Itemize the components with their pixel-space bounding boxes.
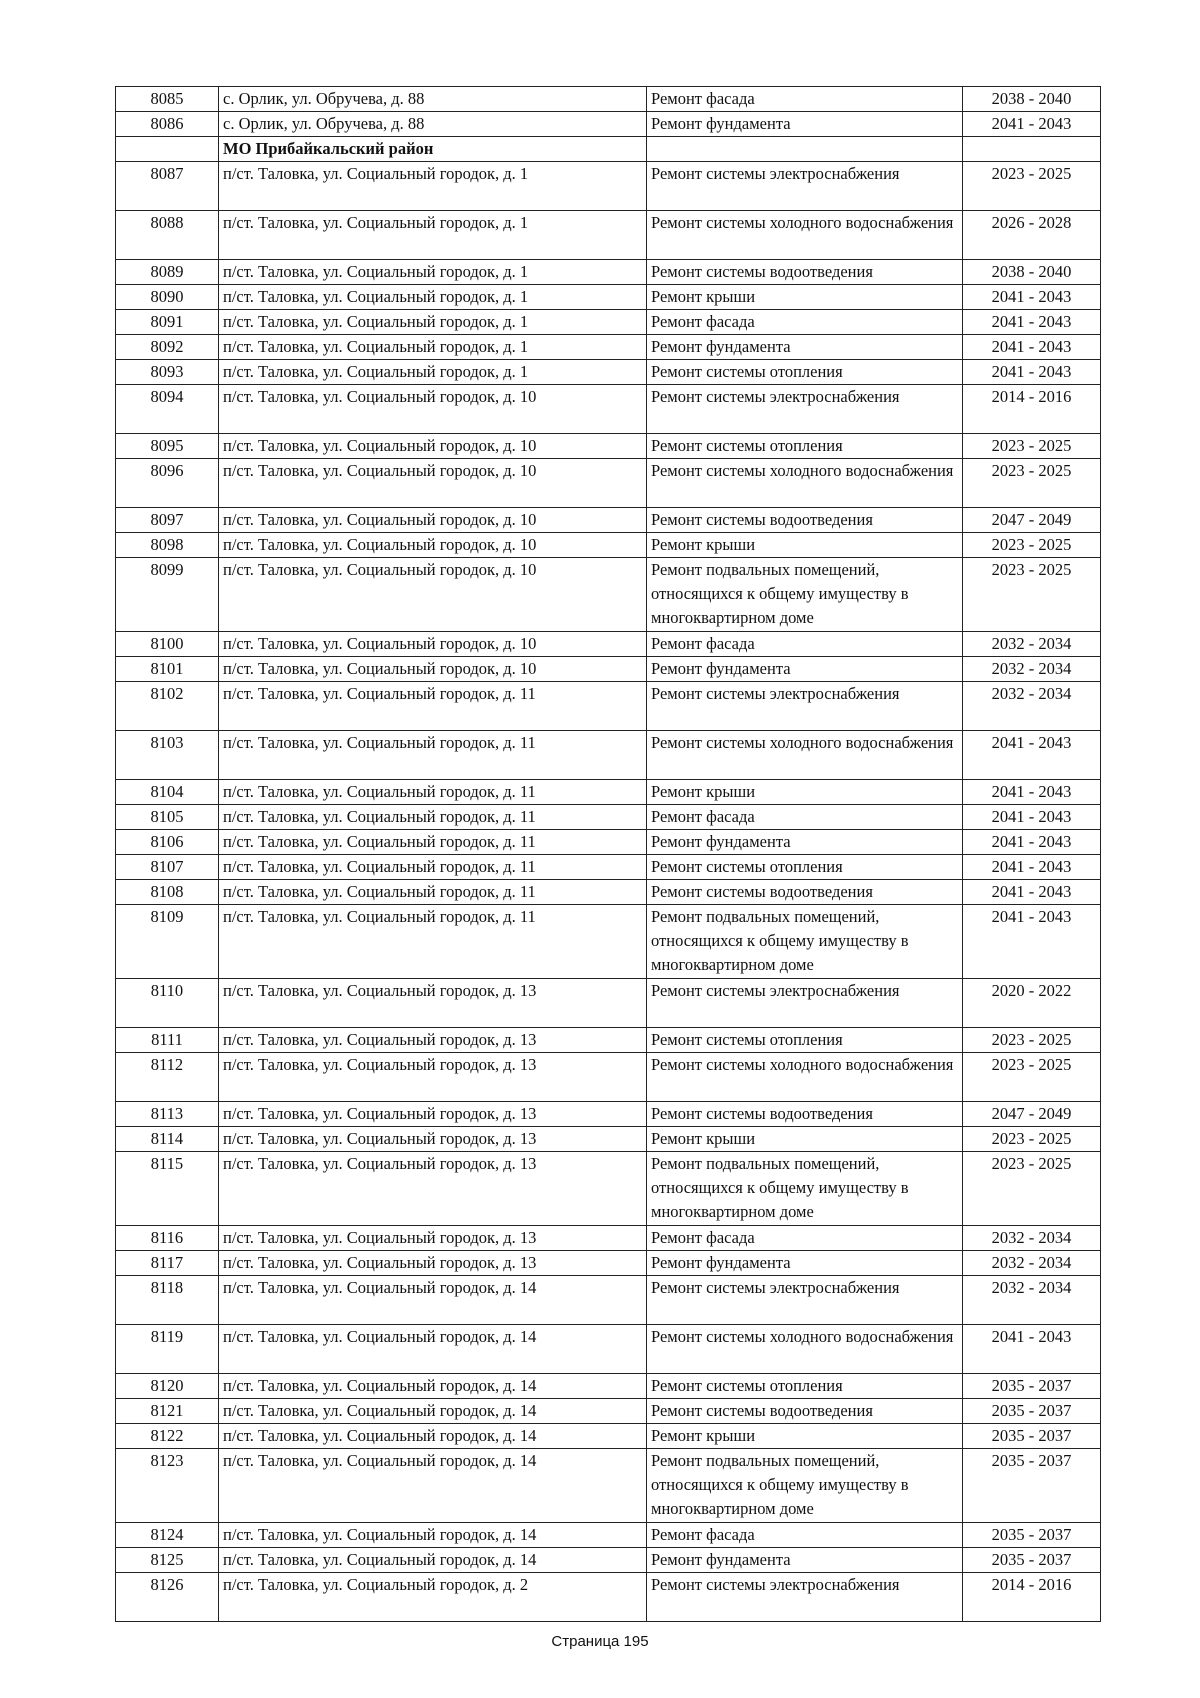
address-cell: п/ст. Таловка, ул. Социальный городок, д. 10 (219, 632, 647, 657)
period-cell: 2041 - 2043 (963, 731, 1101, 780)
period-cell: 2041 - 2043 (963, 285, 1101, 310)
period-cell: 2035 - 2037 (963, 1374, 1101, 1399)
work-type-cell: Ремонт системы электроснабжения (647, 162, 963, 211)
address-cell: с. Орлик, ул. Обручева, д. 88 (219, 87, 647, 112)
row-number-cell: 8085 (116, 87, 219, 112)
address-cell: п/ст. Таловка, ул. Социальный городок, д. 11 (219, 830, 647, 855)
row-number-cell: 8118 (116, 1276, 219, 1325)
address-cell: п/ст. Таловка, ул. Социальный городок, д. 14 (219, 1325, 647, 1374)
table-row (116, 1102, 1101, 1127)
period-cell: 2041 - 2043 (963, 112, 1101, 137)
address-cell: п/ст. Таловка, ул. Социальный городок, д. 2 (219, 1573, 647, 1622)
table-row (116, 1028, 1101, 1053)
work-type-cell: Ремонт системы отопления (647, 1028, 963, 1053)
row-number-cell: 8097 (116, 508, 219, 533)
table-row (116, 360, 1101, 385)
row-number-cell: 8107 (116, 855, 219, 880)
period-cell: 2032 - 2034 (963, 657, 1101, 682)
row-number-cell: 8116 (116, 1226, 219, 1251)
work-type-cell: Ремонт фундамента (647, 1251, 963, 1276)
period-cell: 2023 - 2025 (963, 459, 1101, 508)
work-type-cell: Ремонт подвальных помещений, относящихся к общему имуществу в многоквартирном доме (647, 558, 963, 632)
table-row (116, 1548, 1101, 1573)
address-cell: п/ст. Таловка, ул. Социальный городок, д. 13 (219, 1226, 647, 1251)
work-type-cell: Ремонт фасада (647, 805, 963, 830)
row-number-cell: 8087 (116, 162, 219, 211)
address-cell: п/ст. Таловка, ул. Социальный городок, д. 13 (219, 1152, 647, 1226)
work-type-cell: Ремонт фасада (647, 632, 963, 657)
address-cell: п/ст. Таловка, ул. Социальный городок, д. 13 (219, 1102, 647, 1127)
work-type-cell: Ремонт фундамента (647, 657, 963, 682)
address-cell: п/ст. Таловка, ул. Социальный городок, д. 11 (219, 731, 647, 780)
row-number-cell: 8102 (116, 682, 219, 731)
period-cell: 2041 - 2043 (963, 805, 1101, 830)
row-number-cell: 8105 (116, 805, 219, 830)
table-row (116, 87, 1101, 112)
address-cell: п/ст. Таловка, ул. Социальный городок, д. 11 (219, 880, 647, 905)
period-cell: 2023 - 2025 (963, 558, 1101, 632)
address-cell: п/ст. Таловка, ул. Социальный городок, д. 13 (219, 979, 647, 1028)
work-type-cell: Ремонт фасада (647, 1523, 963, 1548)
period-cell: 2035 - 2037 (963, 1449, 1101, 1523)
period-cell: 2014 - 2016 (963, 1573, 1101, 1622)
row-number-cell: 8091 (116, 310, 219, 335)
period-cell: 2041 - 2043 (963, 1325, 1101, 1374)
work-type-cell: Ремонт крыши (647, 1127, 963, 1152)
period-cell: 2023 - 2025 (963, 533, 1101, 558)
work-type-cell: Ремонт подвальных помещений, относящихся к общему имуществу в многоквартирном доме (647, 905, 963, 979)
row-number-cell: 8120 (116, 1374, 219, 1399)
period-cell: 2032 - 2034 (963, 682, 1101, 731)
work-type-cell: Ремонт системы водоотведения (647, 880, 963, 905)
table-row (116, 558, 1101, 632)
table-row (116, 1127, 1101, 1152)
row-number-cell: 8114 (116, 1127, 219, 1152)
work-type-cell: Ремонт системы водоотведения (647, 1102, 963, 1127)
period-cell: 2020 - 2022 (963, 979, 1101, 1028)
address-cell: п/ст. Таловка, ул. Социальный городок, д. 11 (219, 855, 647, 880)
period-cell: 2035 - 2037 (963, 1548, 1101, 1573)
address-cell: п/ст. Таловка, ул. Социальный городок, д. 11 (219, 905, 647, 979)
work-type-cell: Ремонт системы электроснабжения (647, 385, 963, 434)
table-row (116, 1374, 1101, 1399)
address-cell: п/ст. Таловка, ул. Социальный городок, д. 13 (219, 1028, 647, 1053)
section-header-row (116, 137, 1101, 162)
address-cell: п/ст. Таловка, ул. Социальный городок, д. 13 (219, 1127, 647, 1152)
work-type-cell: Ремонт фундамента (647, 830, 963, 855)
work-type-cell: Ремонт крыши (647, 780, 963, 805)
work-type-cell: Ремонт системы холодного водоснабжения (647, 1053, 963, 1102)
table-row (116, 1523, 1101, 1548)
row-number-cell: 8088 (116, 211, 219, 260)
row-number-cell: 8100 (116, 632, 219, 657)
table-row (116, 1399, 1101, 1424)
table-row (116, 1276, 1101, 1325)
work-type-cell: Ремонт системы отопления (647, 855, 963, 880)
table-row (116, 1449, 1101, 1523)
row-number-cell: 8109 (116, 905, 219, 979)
table-row (116, 211, 1101, 260)
address-cell: п/ст. Таловка, ул. Социальный городок, д. 1 (219, 360, 647, 385)
work-type-cell: Ремонт системы холодного водоснабжения (647, 211, 963, 260)
work-type-cell: Ремонт системы водоотведения (647, 1399, 963, 1424)
address-cell: п/ст. Таловка, ул. Социальный городок, д. 10 (219, 434, 647, 459)
work-type-cell: Ремонт системы холодного водоснабжения (647, 459, 963, 508)
work-type-cell: Ремонт крыши (647, 1424, 963, 1449)
row-number-cell: 8125 (116, 1548, 219, 1573)
period-cell: 2041 - 2043 (963, 360, 1101, 385)
period-cell: 2047 - 2049 (963, 1102, 1101, 1127)
table-row (116, 459, 1101, 508)
table-row (116, 1251, 1101, 1276)
period-cell: 2035 - 2037 (963, 1399, 1101, 1424)
row-number-cell: 8119 (116, 1325, 219, 1374)
period-cell: 2023 - 2025 (963, 1152, 1101, 1226)
period-cell: 2041 - 2043 (963, 855, 1101, 880)
work-type-cell: Ремонт системы водоотведения (647, 508, 963, 533)
period-cell: 2038 - 2040 (963, 260, 1101, 285)
address-cell: п/ст. Таловка, ул. Социальный городок, д. 1 (219, 260, 647, 285)
work-type-cell: Ремонт фасада (647, 310, 963, 335)
period-cell: 2035 - 2037 (963, 1424, 1101, 1449)
address-cell: п/ст. Таловка, ул. Социальный городок, д. 11 (219, 805, 647, 830)
table-row (116, 508, 1101, 533)
period-cell: 2032 - 2034 (963, 1276, 1101, 1325)
address-cell: п/ст. Таловка, ул. Социальный городок, д. 1 (219, 310, 647, 335)
work-type-cell: Ремонт системы электроснабжения (647, 979, 963, 1028)
address-cell: п/ст. Таловка, ул. Социальный городок, д. 14 (219, 1374, 647, 1399)
table-row (116, 1053, 1101, 1102)
work-type-cell: Ремонт системы холодного водоснабжения (647, 1325, 963, 1374)
work-type-cell: Ремонт системы электроснабжения (647, 682, 963, 731)
table-row (116, 1424, 1101, 1449)
row-number-cell: 8110 (116, 979, 219, 1028)
work-type-cell: Ремонт крыши (647, 533, 963, 558)
work-type-cell (647, 137, 963, 162)
row-number-cell: 8124 (116, 1523, 219, 1548)
table-row (116, 1226, 1101, 1251)
address-cell: п/ст. Таловка, ул. Социальный городок, д. 13 (219, 1251, 647, 1276)
address-cell: с. Орлик, ул. Обручева, д. 88 (219, 112, 647, 137)
table-row (116, 632, 1101, 657)
row-number-cell: 8089 (116, 260, 219, 285)
address-cell: п/ст. Таловка, ул. Социальный городок, д. 10 (219, 657, 647, 682)
table-row (116, 162, 1101, 211)
table-row (116, 385, 1101, 434)
table-row (116, 335, 1101, 360)
work-type-cell: Ремонт подвальных помещений, относящихся к общему имуществу в многоквартирном доме (647, 1152, 963, 1226)
address-cell: п/ст. Таловка, ул. Социальный городок, д. 10 (219, 558, 647, 632)
period-cell: 2032 - 2034 (963, 632, 1101, 657)
row-number-cell (116, 137, 219, 162)
row-number-cell: 8103 (116, 731, 219, 780)
row-number-cell: 8108 (116, 880, 219, 905)
period-cell: 2023 - 2025 (963, 1028, 1101, 1053)
period-cell: 2041 - 2043 (963, 780, 1101, 805)
table-row (116, 905, 1101, 979)
address-cell: МО Прибайкальский район (219, 137, 647, 162)
period-cell (963, 137, 1101, 162)
work-type-cell: Ремонт фундамента (647, 1548, 963, 1573)
address-cell: п/ст. Таловка, ул. Социальный городок, д. 1 (219, 285, 647, 310)
address-cell: п/ст. Таловка, ул. Социальный городок, д. 10 (219, 385, 647, 434)
address-cell: п/ст. Таловка, ул. Социальный городок, д. 1 (219, 162, 647, 211)
address-cell: п/ст. Таловка, ул. Социальный городок, д. 11 (219, 780, 647, 805)
table-row (116, 979, 1101, 1028)
table-row (116, 434, 1101, 459)
period-cell: 2023 - 2025 (963, 162, 1101, 211)
address-cell: п/ст. Таловка, ул. Социальный городок, д. 14 (219, 1548, 647, 1573)
row-number-cell: 8126 (116, 1573, 219, 1622)
row-number-cell: 8092 (116, 335, 219, 360)
work-type-cell: Ремонт фундамента (647, 335, 963, 360)
row-number-cell: 8095 (116, 434, 219, 459)
row-number-cell: 8099 (116, 558, 219, 632)
address-cell: п/ст. Таловка, ул. Социальный городок, д. 14 (219, 1276, 647, 1325)
table-row (116, 1152, 1101, 1226)
table-row (116, 731, 1101, 780)
period-cell: 2038 - 2040 (963, 87, 1101, 112)
address-cell: п/ст. Таловка, ул. Социальный городок, д. 10 (219, 533, 647, 558)
table-row (116, 830, 1101, 855)
address-cell: п/ст. Таловка, ул. Социальный городок, д. 1 (219, 335, 647, 360)
period-cell: 2047 - 2049 (963, 508, 1101, 533)
page-number: Страница 195 (551, 1633, 649, 1650)
row-number-cell: 8093 (116, 360, 219, 385)
table-row (116, 780, 1101, 805)
table-row (116, 1325, 1101, 1374)
period-cell: 2014 - 2016 (963, 385, 1101, 434)
work-type-cell: Ремонт системы отопления (647, 1374, 963, 1399)
repair-schedule-table (115, 86, 1101, 1622)
work-type-cell: Ремонт фасада (647, 1226, 963, 1251)
work-type-cell: Ремонт системы электроснабжения (647, 1573, 963, 1622)
table-row (116, 310, 1101, 335)
table-body (116, 87, 1101, 1622)
work-type-cell: Ремонт фасада (647, 87, 963, 112)
row-number-cell: 8121 (116, 1399, 219, 1424)
row-number-cell: 8113 (116, 1102, 219, 1127)
period-cell: 2032 - 2034 (963, 1226, 1101, 1251)
row-number-cell: 8112 (116, 1053, 219, 1102)
row-number-cell: 8115 (116, 1152, 219, 1226)
period-cell: 2041 - 2043 (963, 830, 1101, 855)
work-type-cell: Ремонт системы отопления (647, 434, 963, 459)
row-number-cell: 8086 (116, 112, 219, 137)
table-row (116, 880, 1101, 905)
address-cell: п/ст. Таловка, ул. Социальный городок, д. 14 (219, 1424, 647, 1449)
period-cell: 2041 - 2043 (963, 880, 1101, 905)
period-cell: 2035 - 2037 (963, 1523, 1101, 1548)
row-number-cell: 8104 (116, 780, 219, 805)
table-row (116, 260, 1101, 285)
row-number-cell: 8096 (116, 459, 219, 508)
work-type-cell: Ремонт системы электроснабжения (647, 1276, 963, 1325)
row-number-cell: 8098 (116, 533, 219, 558)
row-number-cell: 8090 (116, 285, 219, 310)
work-type-cell: Ремонт крыши (647, 285, 963, 310)
row-number-cell: 8106 (116, 830, 219, 855)
period-cell: 2023 - 2025 (963, 1127, 1101, 1152)
address-cell: п/ст. Таловка, ул. Социальный городок, д. 11 (219, 682, 647, 731)
work-type-cell: Ремонт подвальных помещений, относящихся к общему имуществу в многоквартирном доме (647, 1449, 963, 1523)
period-cell: 2041 - 2043 (963, 905, 1101, 979)
work-type-cell: Ремонт системы водоотведения (647, 260, 963, 285)
table-row (116, 533, 1101, 558)
table-row (116, 285, 1101, 310)
address-cell: п/ст. Таловка, ул. Социальный городок, д. 10 (219, 508, 647, 533)
row-number-cell: 8094 (116, 385, 219, 434)
work-type-cell: Ремонт системы отопления (647, 360, 963, 385)
period-cell: 2041 - 2043 (963, 335, 1101, 360)
table-row (116, 805, 1101, 830)
row-number-cell: 8123 (116, 1449, 219, 1523)
table-row (116, 855, 1101, 880)
row-number-cell: 8111 (116, 1028, 219, 1053)
period-cell: 2032 - 2034 (963, 1251, 1101, 1276)
address-cell: п/ст. Таловка, ул. Социальный городок, д. 14 (219, 1449, 647, 1523)
row-number-cell: 8122 (116, 1424, 219, 1449)
address-cell: п/ст. Таловка, ул. Социальный городок, д. 13 (219, 1053, 647, 1102)
period-cell: 2026 - 2028 (963, 211, 1101, 260)
work-type-cell: Ремонт фундамента (647, 112, 963, 137)
address-cell: п/ст. Таловка, ул. Социальный городок, д. 14 (219, 1399, 647, 1424)
table-row (116, 1573, 1101, 1622)
period-cell: 2041 - 2043 (963, 310, 1101, 335)
table-row (116, 657, 1101, 682)
work-type-cell: Ремонт системы холодного водоснабжения (647, 731, 963, 780)
address-cell: п/ст. Таловка, ул. Социальный городок, д. 1 (219, 211, 647, 260)
table-row (116, 112, 1101, 137)
row-number-cell: 8101 (116, 657, 219, 682)
period-cell: 2023 - 2025 (963, 434, 1101, 459)
period-cell: 2023 - 2025 (963, 1053, 1101, 1102)
address-cell: п/ст. Таловка, ул. Социальный городок, д. 14 (219, 1523, 647, 1548)
address-cell: п/ст. Таловка, ул. Социальный городок, д. 10 (219, 459, 647, 508)
table-row (116, 682, 1101, 731)
row-number-cell: 8117 (116, 1251, 219, 1276)
